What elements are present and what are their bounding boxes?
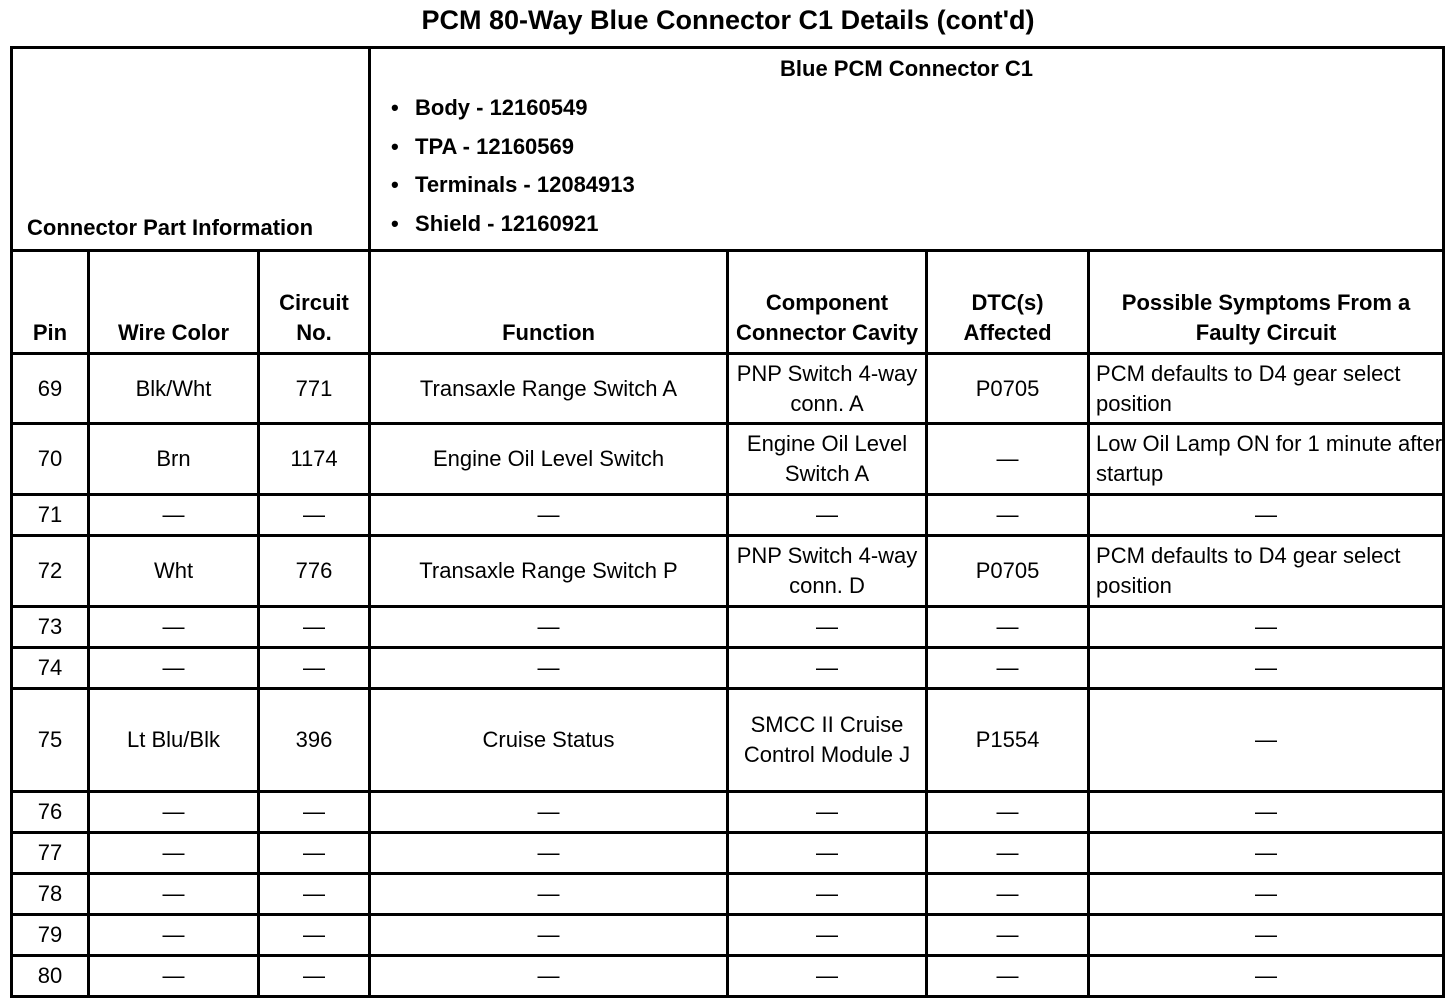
wire-color-cell: Lt Blu/Blk bbox=[89, 689, 259, 792]
component-cavity-cell: — bbox=[728, 874, 927, 915]
circuit-no-cell: — bbox=[259, 915, 370, 956]
connector-part-info-label: Connector Part Information bbox=[12, 48, 370, 251]
wire-color-cell: — bbox=[89, 648, 259, 689]
table-row bbox=[12, 424, 1444, 495]
symptoms-cell: — bbox=[1089, 607, 1444, 648]
function-cell: Transaxle Range Switch A bbox=[370, 354, 728, 424]
table-row bbox=[12, 833, 1444, 874]
circuit-no-cell: 771 bbox=[259, 354, 370, 424]
symptoms-cell: — bbox=[1089, 689, 1444, 792]
connector-table bbox=[10, 46, 1445, 998]
pin-rows bbox=[12, 354, 1444, 997]
symptoms-cell: — bbox=[1089, 792, 1444, 833]
component-cavity-cell: — bbox=[728, 956, 927, 997]
table-row bbox=[12, 792, 1444, 833]
wire-color-cell: — bbox=[89, 874, 259, 915]
circuit-no-cell: — bbox=[259, 833, 370, 874]
function-cell: — bbox=[370, 874, 728, 915]
function-cell: — bbox=[370, 648, 728, 689]
column-header-symptoms: Possible Symptoms From a Faulty Circuit bbox=[1089, 251, 1444, 354]
dtc-cell: — bbox=[927, 833, 1089, 874]
wire-color-cell: — bbox=[89, 833, 259, 874]
dtc-cell: P1554 bbox=[927, 689, 1089, 792]
column-header-wire-color: Wire Color bbox=[89, 251, 259, 354]
dtc-cell: — bbox=[927, 915, 1089, 956]
pin-cell: 78 bbox=[12, 874, 89, 915]
pin-cell: 80 bbox=[12, 956, 89, 997]
connector-info-row bbox=[12, 48, 1444, 251]
table-row bbox=[12, 495, 1444, 536]
wire-color-cell: Brn bbox=[89, 424, 259, 495]
symptoms-cell: PCM defaults to D4 gear select position bbox=[1089, 536, 1444, 607]
dtc-cell: — bbox=[927, 495, 1089, 536]
table-row bbox=[12, 536, 1444, 607]
pin-cell: 73 bbox=[12, 607, 89, 648]
function-cell: — bbox=[370, 956, 728, 997]
dtc-cell: P0705 bbox=[927, 536, 1089, 607]
symptoms-cell: — bbox=[1089, 874, 1444, 915]
wire-color-cell: — bbox=[89, 956, 259, 997]
pin-cell: 71 bbox=[12, 495, 89, 536]
circuit-no-cell: — bbox=[259, 495, 370, 536]
function-cell: — bbox=[370, 792, 728, 833]
column-header-component-cavity: Component Connector Cavity bbox=[728, 251, 927, 354]
dtc-cell: — bbox=[927, 874, 1089, 915]
function-cell: — bbox=[370, 495, 728, 536]
component-cavity-cell: — bbox=[728, 792, 927, 833]
function-cell: — bbox=[370, 607, 728, 648]
pin-cell: 74 bbox=[12, 648, 89, 689]
circuit-no-cell: 396 bbox=[259, 689, 370, 792]
wire-color-cell: — bbox=[89, 495, 259, 536]
connector-part-list bbox=[371, 89, 1442, 243]
component-cavity-cell: — bbox=[728, 648, 927, 689]
component-cavity-cell: PNP Switch 4-way conn. A bbox=[728, 354, 927, 424]
table-row bbox=[12, 648, 1444, 689]
circuit-no-cell: — bbox=[259, 956, 370, 997]
page-title: PCM 80-Way Blue Connector C1 Details (cont'd) bbox=[421, 5, 1035, 35]
table-row bbox=[12, 915, 1444, 956]
pin-cell: 76 bbox=[12, 792, 89, 833]
column-header-row bbox=[12, 251, 1444, 354]
wire-color-cell: — bbox=[89, 915, 259, 956]
column-header-dtc: DTC(s) Affected bbox=[927, 251, 1089, 354]
pin-cell: 69 bbox=[12, 354, 89, 424]
function-cell: Transaxle Range Switch P bbox=[370, 536, 728, 607]
pin-cell: 75 bbox=[12, 689, 89, 792]
dtc-cell: — bbox=[927, 424, 1089, 495]
circuit-no-cell: 776 bbox=[259, 536, 370, 607]
table-row bbox=[12, 956, 1444, 997]
connector-info-cell bbox=[370, 48, 1444, 251]
table-row bbox=[12, 874, 1444, 915]
wire-color-cell: — bbox=[89, 792, 259, 833]
component-cavity-cell: — bbox=[728, 495, 927, 536]
connector-heading: Blue PCM Connector C1 bbox=[780, 56, 1034, 81]
table-row bbox=[12, 607, 1444, 648]
connector-part-item: • Body - 12160549 bbox=[415, 89, 1442, 128]
connector-part-item: • Terminals - 12084913 bbox=[415, 166, 1442, 205]
component-cavity-cell: Engine Oil Level Switch A bbox=[728, 424, 927, 495]
component-cavity-cell: — bbox=[728, 833, 927, 874]
symptoms-cell: — bbox=[1089, 495, 1444, 536]
dtc-cell: — bbox=[927, 956, 1089, 997]
table-row bbox=[12, 689, 1444, 792]
pin-cell: 77 bbox=[12, 833, 89, 874]
circuit-no-cell: — bbox=[259, 792, 370, 833]
wire-color-cell: Blk/Wht bbox=[89, 354, 259, 424]
function-cell: Engine Oil Level Switch bbox=[370, 424, 728, 495]
circuit-no-cell: 1174 bbox=[259, 424, 370, 495]
column-header-circuit-no: Circuit No. bbox=[259, 251, 370, 354]
symptoms-cell: — bbox=[1089, 915, 1444, 956]
circuit-no-cell: — bbox=[259, 648, 370, 689]
circuit-no-cell: — bbox=[259, 607, 370, 648]
wire-color-cell: Wht bbox=[89, 536, 259, 607]
circuit-no-cell: — bbox=[259, 874, 370, 915]
symptoms-cell: — bbox=[1089, 956, 1444, 997]
function-cell: — bbox=[370, 833, 728, 874]
symptoms-cell: PCM defaults to D4 gear select position bbox=[1089, 354, 1444, 424]
pin-cell: 79 bbox=[12, 915, 89, 956]
dtc-cell: — bbox=[927, 607, 1089, 648]
column-header-pin: Pin bbox=[12, 251, 89, 354]
dtc-cell: — bbox=[927, 792, 1089, 833]
pin-cell: 70 bbox=[12, 424, 89, 495]
symptoms-cell: Low Oil Lamp ON for 1 minute after startup bbox=[1089, 424, 1444, 495]
column-header-function: Function bbox=[370, 251, 728, 354]
wire-color-cell: — bbox=[89, 607, 259, 648]
symptoms-cell: — bbox=[1089, 833, 1444, 874]
component-cavity-cell: PNP Switch 4-way conn. D bbox=[728, 536, 927, 607]
component-cavity-cell: — bbox=[728, 607, 927, 648]
symptoms-cell: — bbox=[1089, 648, 1444, 689]
component-cavity-cell: SMCC II Cruise Control Module J bbox=[728, 689, 927, 792]
function-cell: — bbox=[370, 915, 728, 956]
function-cell: Cruise Status bbox=[370, 689, 728, 792]
dtc-cell: P0705 bbox=[927, 354, 1089, 424]
connector-part-item: • Shield - 12160921 bbox=[415, 205, 1442, 244]
connector-part-item: • TPA - 12160569 bbox=[415, 128, 1442, 167]
component-cavity-cell: — bbox=[728, 915, 927, 956]
pin-cell: 72 bbox=[12, 536, 89, 607]
table-row bbox=[12, 354, 1444, 424]
dtc-cell: — bbox=[927, 648, 1089, 689]
